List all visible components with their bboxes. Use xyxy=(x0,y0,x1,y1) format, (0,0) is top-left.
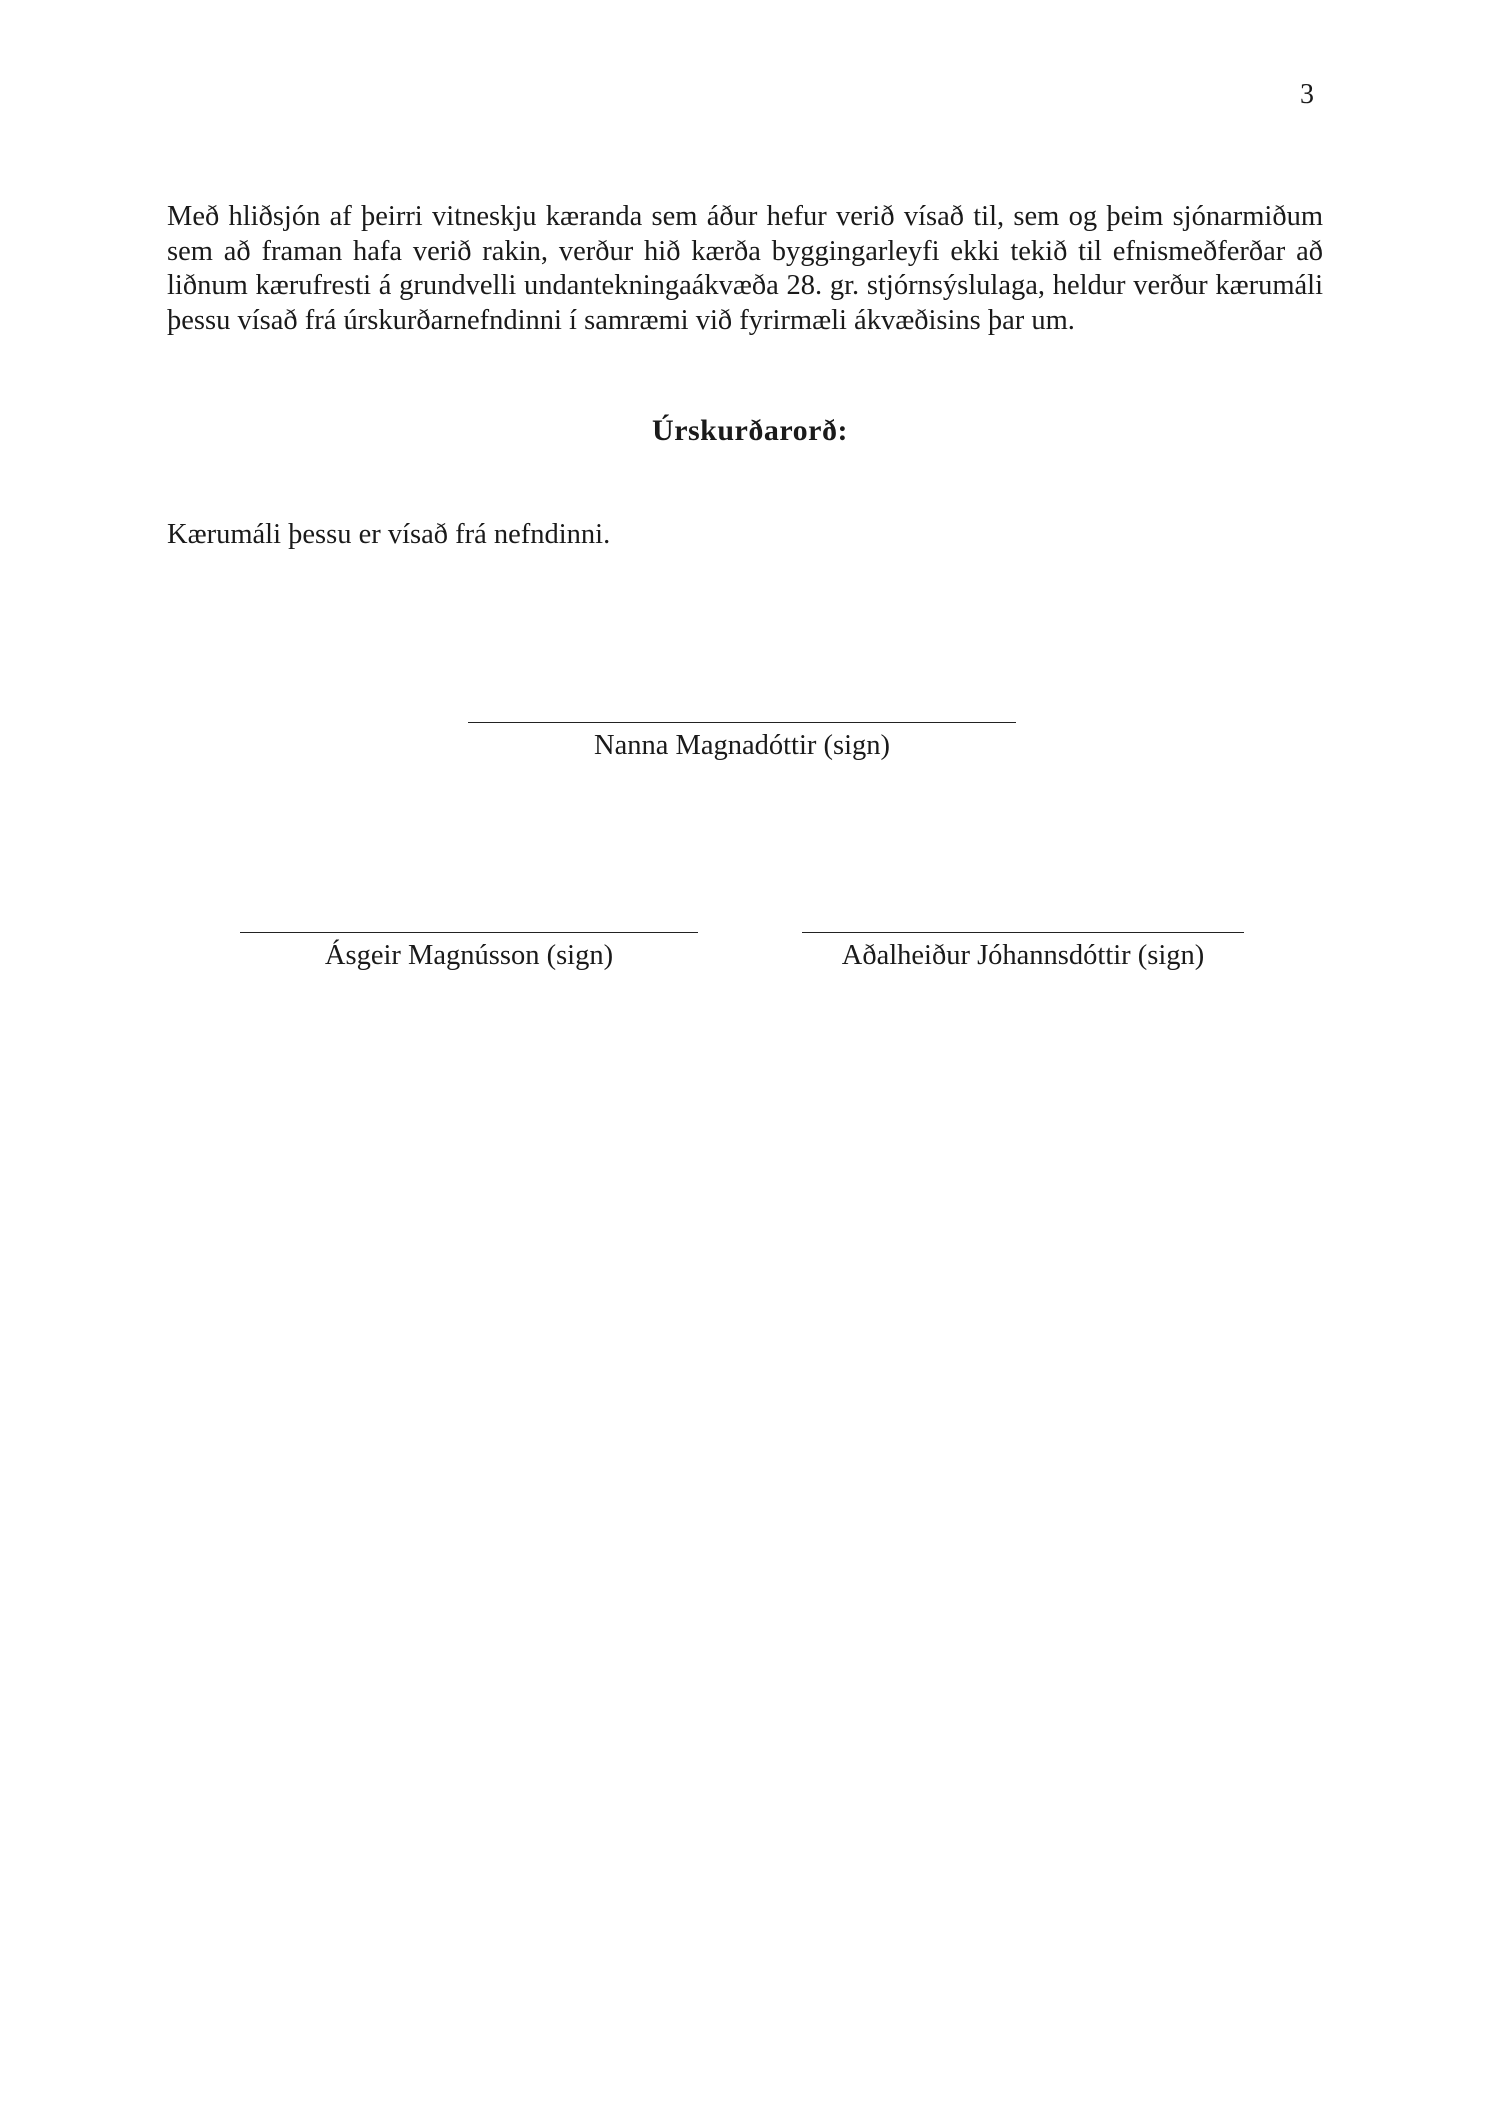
signature-line xyxy=(802,932,1244,933)
page-number: 3 xyxy=(1300,79,1314,110)
signature-line xyxy=(240,932,698,933)
signature-block-right xyxy=(802,932,1244,973)
signature-name-right: Aðalheiður Jóhannsdóttir (sign) xyxy=(841,940,1205,971)
signature-name-chair: Nanna Magnadóttir (sign) xyxy=(593,730,890,761)
ruling-heading: Úrskurðarorð: xyxy=(652,414,848,447)
signature-block-chair xyxy=(468,722,1016,763)
ruling-text: Kærumáli þessu er vísað frá nefndinni. xyxy=(167,519,611,550)
signature-name-left: Ásgeir Magnússon (sign) xyxy=(324,940,614,971)
body-paragraph: Með hliðsjón af þeirri vitneskju kæranda sem áður hefur verið vísað til, sem og þeim sjónarmiðum sem að framan hafa verið rakin, verður hið kærða byggingarleyfi ekki tekið til efnismeðferðar að liðnum kærufresti á grundvelli undantekningaákvæða 28. gr. stjórnsýslulaga, heldur verður kærumáli þessu vísað frá úrskurðarnefndinni í samræmi við fyrirmæli ákvæðisins þar um. xyxy=(167,201,1323,336)
signature-line xyxy=(468,722,1016,723)
signature-block-left xyxy=(240,932,698,973)
